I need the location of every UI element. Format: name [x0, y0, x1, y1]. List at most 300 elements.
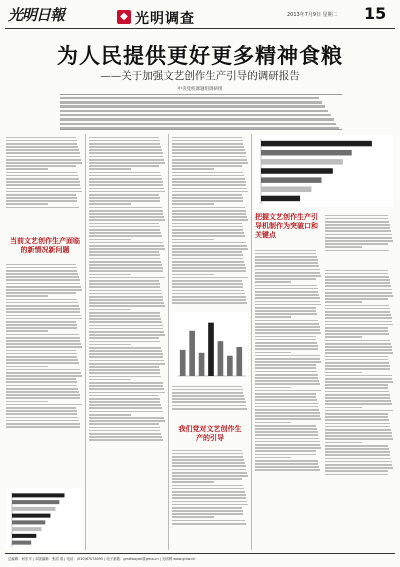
- text-line: [255, 454, 316, 456]
- chart-bar: [12, 507, 56, 511]
- text-line: [172, 264, 245, 266]
- text-line: [6, 299, 77, 301]
- text-line: [172, 520, 245, 522]
- text-line: [6, 146, 78, 148]
- text-line: [89, 175, 161, 177]
- text-line: [89, 309, 131, 311]
- chart-bar: [261, 187, 311, 192]
- text-line: [6, 286, 81, 288]
- text-line: [255, 466, 319, 468]
- text-line: [172, 392, 243, 394]
- text-line: [325, 237, 392, 239]
- text-line: [255, 262, 318, 264]
- text-line: [6, 413, 77, 415]
- text-line: [89, 159, 164, 161]
- chart-bar: [261, 168, 333, 173]
- text-line: [89, 197, 160, 199]
- text-line: [325, 365, 390, 367]
- text-line: [172, 178, 245, 180]
- text-line: [89, 200, 160, 202]
- text-line: [325, 218, 388, 220]
- text-line: [255, 367, 316, 369]
- chart-bar: [12, 534, 36, 538]
- text-line: [89, 331, 164, 333]
- text-line: [325, 362, 389, 364]
- text-line: [6, 407, 76, 409]
- text-line: [89, 439, 163, 441]
- text-line: [325, 336, 362, 338]
- text-line: [6, 200, 77, 202]
- text-line: [172, 523, 246, 525]
- text-line: [6, 353, 77, 355]
- chart-bar: [12, 541, 31, 545]
- text-line: [89, 293, 162, 295]
- text-line: [6, 207, 79, 209]
- text-line: [6, 378, 76, 380]
- text-line: [172, 283, 243, 285]
- text-line: [325, 215, 388, 217]
- text-line: [172, 159, 247, 161]
- text-line: [89, 184, 163, 186]
- text-line: [255, 304, 321, 306]
- text-line: [172, 162, 248, 164]
- text-line: [172, 258, 243, 260]
- text-line: [255, 316, 291, 318]
- text-line: [89, 165, 159, 167]
- text-line: [172, 219, 248, 221]
- text-line: [172, 143, 243, 145]
- text-line: [89, 188, 164, 190]
- chart-2-svg: [172, 312, 248, 382]
- text-line: [89, 216, 164, 218]
- text-line: [172, 302, 247, 304]
- text-line: [325, 359, 388, 361]
- text-line: [172, 478, 242, 480]
- text-line: [6, 369, 80, 371]
- text-line: [255, 383, 320, 385]
- text-line: [89, 156, 163, 158]
- text-line: [325, 432, 392, 434]
- text-line: [6, 420, 79, 422]
- text-line: [89, 172, 160, 174]
- text-line: [89, 219, 165, 221]
- text-line: [325, 426, 390, 428]
- text-line: [89, 427, 160, 429]
- text-line: [172, 229, 243, 231]
- text-line: [325, 464, 392, 466]
- text-line: [89, 318, 161, 320]
- text-line: [89, 404, 161, 406]
- text-line: [255, 469, 320, 471]
- text-line: [6, 343, 81, 345]
- text-line: [6, 273, 78, 275]
- text-line: [325, 416, 388, 418]
- text-line: [255, 288, 318, 290]
- chart-bar: [261, 150, 352, 155]
- text-line: [6, 359, 78, 361]
- text-line: [255, 444, 320, 446]
- text-line: [89, 245, 164, 247]
- text-line: [89, 213, 163, 215]
- text-line: [255, 332, 321, 334]
- text-line: [172, 210, 246, 212]
- text-line: [6, 197, 77, 199]
- text-line: [325, 243, 388, 245]
- text-line: [89, 392, 165, 394]
- text-line: [172, 137, 242, 139]
- text-line: [325, 324, 393, 326]
- text-line: [255, 457, 291, 459]
- text-line: [172, 408, 247, 410]
- text-line: [172, 191, 248, 193]
- text-line: [89, 248, 165, 250]
- text-line: [172, 181, 246, 183]
- text-line: [325, 391, 389, 393]
- article-abstract: [60, 94, 342, 130]
- text-line: [89, 334, 165, 336]
- text-line: [172, 469, 246, 471]
- text-line: [89, 191, 165, 193]
- text-line: [172, 248, 248, 250]
- text-line: [255, 250, 316, 252]
- text-line: [89, 433, 161, 435]
- text-line: [325, 438, 393, 440]
- text-line: [255, 342, 317, 344]
- column-divider: [251, 134, 252, 550]
- text-line: [325, 474, 388, 476]
- text-line: [172, 459, 244, 461]
- text-line: [60, 123, 336, 125]
- text-line: [325, 230, 391, 232]
- text-line: [89, 350, 162, 352]
- text-line: [255, 425, 316, 427]
- text-line: [325, 270, 388, 272]
- text-line: [325, 276, 389, 278]
- text-line: [172, 507, 242, 509]
- text-line: [325, 381, 393, 383]
- text-line: [89, 305, 165, 307]
- text-line: [255, 326, 320, 328]
- text-line: [172, 465, 246, 467]
- text-line: [172, 398, 245, 400]
- text-line: [325, 410, 393, 412]
- text-line: [89, 328, 163, 330]
- text-line: [6, 149, 79, 151]
- text-line: [325, 292, 392, 294]
- text-line: [255, 380, 319, 382]
- text-line: [6, 404, 82, 406]
- text-line: [255, 272, 320, 274]
- text-line: [89, 152, 163, 154]
- text-line: [6, 264, 76, 266]
- text-line: [89, 423, 159, 425]
- text-line: [172, 184, 246, 186]
- text-line: [172, 497, 246, 499]
- text-line: [6, 292, 76, 294]
- text-line: [89, 385, 163, 387]
- text-line: [6, 372, 81, 374]
- text-line: [89, 261, 161, 263]
- text-line: [255, 256, 317, 258]
- text-line: [6, 305, 79, 307]
- text-line: [325, 400, 391, 402]
- text-line: [6, 321, 76, 323]
- text-line: [255, 352, 291, 354]
- text-line: [255, 253, 316, 255]
- text-line: [6, 381, 77, 383]
- text-line: [89, 366, 159, 368]
- text-line: [172, 251, 242, 253]
- text-line: [325, 246, 362, 248]
- text-line: [172, 475, 248, 477]
- column-divider: [168, 134, 169, 550]
- text-line: [172, 472, 247, 474]
- text-line: [255, 422, 291, 424]
- text-line: [89, 162, 165, 164]
- text-column-1a: [6, 135, 82, 235]
- text-line: [255, 329, 320, 331]
- text-column-4c: [325, 268, 393, 550]
- text-line: [325, 301, 362, 303]
- text-line: [325, 224, 390, 226]
- text-line: [89, 194, 159, 196]
- text-line: [255, 291, 318, 293]
- text-line: [6, 156, 80, 158]
- text-line: [89, 235, 162, 237]
- text-line: [6, 318, 82, 320]
- text-line: [60, 101, 322, 103]
- text-line: [255, 428, 317, 430]
- text-line: [172, 516, 214, 518]
- text-line: [172, 165, 242, 167]
- text-line: [6, 140, 77, 142]
- text-line: [325, 419, 389, 421]
- text-line: [89, 203, 131, 205]
- text-line: [255, 259, 318, 261]
- text-line: [172, 286, 243, 288]
- text-line: [255, 320, 318, 322]
- text-line: [255, 323, 319, 325]
- text-line: [172, 501, 247, 503]
- text-line: [325, 240, 393, 242]
- text-line: [6, 397, 80, 399]
- text-line: [6, 315, 81, 317]
- text-line: [325, 221, 389, 223]
- text-line: [172, 389, 243, 391]
- text-line: [172, 296, 246, 298]
- text-line: [6, 337, 80, 339]
- text-line: [172, 172, 243, 174]
- text-line: [325, 305, 389, 307]
- chart-bar: [218, 341, 224, 376]
- text-line: [60, 97, 319, 99]
- text-line: [172, 203, 214, 205]
- text-line: [255, 399, 317, 401]
- text-line: [255, 418, 321, 420]
- text-line: [172, 274, 214, 276]
- text-column-3b: [172, 384, 248, 420]
- chart-bar: [261, 196, 300, 201]
- text-line: [89, 226, 160, 228]
- text-line: [6, 426, 80, 428]
- text-line: [172, 513, 243, 515]
- text-line: [172, 146, 244, 148]
- text-line: [6, 165, 76, 167]
- text-line: [172, 510, 243, 512]
- text-line: [89, 369, 160, 371]
- text-line: [89, 290, 161, 292]
- text-line: [6, 423, 80, 425]
- text-line: [255, 361, 321, 363]
- text-line: [89, 315, 160, 317]
- text-line: [172, 207, 245, 209]
- text-line: [89, 414, 131, 416]
- text-line: [325, 413, 388, 415]
- text-line: [89, 178, 162, 180]
- text-line: [325, 250, 389, 252]
- text-line: [255, 403, 318, 405]
- text-line: [255, 412, 320, 414]
- text-line: [255, 460, 318, 462]
- text-line: [172, 239, 214, 241]
- text-line: [172, 481, 214, 483]
- text-line: [325, 308, 390, 310]
- text-line: [325, 285, 391, 287]
- text-line: [6, 143, 77, 145]
- text-line: [89, 242, 163, 244]
- text-line: [89, 420, 165, 422]
- text-line: [89, 436, 162, 438]
- text-line: [172, 270, 246, 272]
- chart-bar: [12, 514, 50, 518]
- text-line: [172, 232, 244, 234]
- text-line: [89, 229, 160, 231]
- text-line: [6, 152, 80, 154]
- text-line: [172, 453, 243, 455]
- text-line: [89, 325, 163, 327]
- text-line: [89, 223, 159, 225]
- text-line: [89, 407, 162, 409]
- text-line: [6, 295, 48, 297]
- text-line: [255, 336, 316, 338]
- text-line: [325, 314, 391, 316]
- text-line: [255, 285, 317, 287]
- text-line: [325, 273, 388, 275]
- text-line: [6, 162, 82, 164]
- text-line: [325, 435, 392, 437]
- text-line: [325, 321, 392, 323]
- text-line: [6, 340, 80, 342]
- text-line: [255, 348, 318, 350]
- text-line: [255, 390, 321, 392]
- text-line: [172, 488, 244, 490]
- text-line: [325, 340, 390, 342]
- text-line: [6, 191, 82, 193]
- text-line: [89, 376, 161, 378]
- text-line: [6, 356, 77, 358]
- text-line: [255, 406, 318, 408]
- text-line: [89, 398, 160, 400]
- text-line: [89, 146, 161, 148]
- text-line: [255, 294, 319, 296]
- text-line: [89, 137, 159, 139]
- text-line: [89, 232, 161, 234]
- text-line: [172, 261, 244, 263]
- text-line: [6, 410, 77, 412]
- text-line: [172, 401, 246, 403]
- text-line: [89, 143, 160, 145]
- text-line: [89, 395, 159, 397]
- chart-bar: [12, 500, 59, 504]
- text-line: [325, 461, 392, 463]
- text-line: [325, 423, 390, 425]
- text-line: [325, 295, 393, 297]
- text-line: [89, 140, 160, 142]
- text-line: [172, 450, 242, 452]
- text-line: [6, 362, 79, 364]
- text-line: [89, 337, 159, 339]
- text-line: [6, 172, 77, 174]
- chart-bar: [180, 350, 186, 376]
- text-line: [172, 491, 245, 493]
- text-line: [255, 313, 317, 315]
- text-line: [6, 308, 80, 310]
- text-line: [89, 356, 163, 358]
- chart-bar: [12, 493, 64, 497]
- text-column-1b: [6, 262, 82, 486]
- text-line: [89, 382, 163, 384]
- text-line: [255, 434, 318, 436]
- text-line: [6, 346, 82, 348]
- text-line: [255, 307, 316, 309]
- text-line: [6, 168, 48, 170]
- section-heading-middle: 我们党对文艺创作生产的引导: [178, 425, 242, 442]
- chart-vertical-bars-middle: [172, 312, 248, 382]
- text-line: [6, 289, 82, 291]
- text-line: [255, 297, 320, 299]
- text-line: [6, 194, 76, 196]
- paper-logo: 光明日報: [8, 6, 65, 24]
- text-line: [6, 391, 79, 393]
- text-line: [6, 375, 82, 377]
- text-line: [89, 264, 162, 266]
- text-line: [325, 372, 362, 374]
- text-line: [325, 352, 393, 354]
- text-line: [325, 298, 388, 300]
- text-line: [325, 289, 392, 291]
- text-line: [172, 149, 245, 151]
- text-line: [89, 207, 162, 209]
- text-line: [325, 445, 388, 447]
- text-line: [89, 360, 164, 362]
- text-line: [172, 188, 247, 190]
- text-line: [89, 344, 131, 346]
- text-line: [89, 274, 131, 276]
- text-line: [89, 401, 160, 403]
- chart-horizontal-bars-right: [255, 135, 393, 207]
- text-line: [172, 235, 245, 237]
- chart-bar: [199, 353, 205, 376]
- text-line: [172, 386, 242, 388]
- text-line: [89, 296, 163, 298]
- chart-bar: [261, 177, 321, 182]
- text-line: [89, 254, 160, 256]
- text-line: [172, 293, 245, 295]
- text-line: [6, 184, 80, 186]
- chart-bar: [189, 331, 195, 376]
- text-line: [325, 454, 390, 456]
- text-line: [325, 448, 389, 450]
